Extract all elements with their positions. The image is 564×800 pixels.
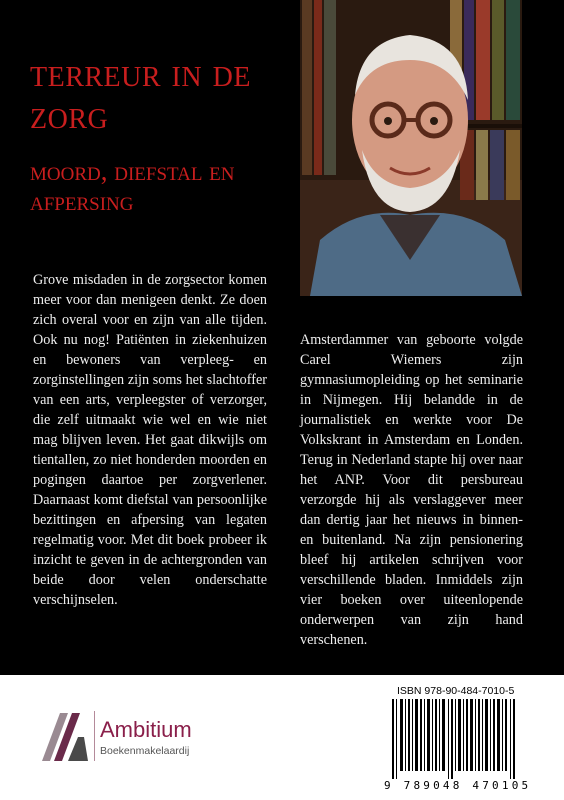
author-photo (300, 0, 522, 296)
isbn-barcode (392, 699, 518, 779)
book-title: terreur in de zorg (30, 50, 251, 137)
back-cover-blurb: Grove misdaden in de zorgsector komen meer voor dan menigeen denkt. Ze doen zich overal voor en zijn van alle tijden. Ook nu nog! Patiënten in ziekenhuizen en bewoners van verpleeg- en zorginstellingen zijn soms het slachtoffer van een arts, verpleegster of verzorger, die zelf uitmaakt wie wel en wie niet mag blijven leven. Het gaat dikwijls om tientallen, zo niet honderden moorden en pogingen daartoe per zorgverlener. Daarnaast komt diefstal van persoonlijke bezittingen en afpersing van legaten regelmatig voor. Met dit boek probeer ik inzicht te geven in de achtergronden van beide door velen onderschatte verschijnselen. (33, 272, 267, 608)
publisher-tagline: Boekenmakelaardij (100, 745, 190, 757)
isbn-label: ISBN 978-90-484-7010-5 (397, 685, 515, 697)
logo-divider (94, 711, 95, 761)
author-bio: Amsterdammer van geboorte volgde Carel Wiemers zijn gymnasiumopleiding op het seminarie in Nijmegen. Hij belandde in de journalistiek en werkte voor De Volkskrant in Amsterdam en Londen. Terug in Nederland stapte hij over naar het ANP. Voor dit persbureau verzorgde hij als verslaggever meer dan dertig jaar het nieuws in binnen- en buitenland. Na zijn pensionering bleef hij artikelen schrijven voor verschillende bladen. Inmiddels zijn vier boeken over uiteenlopende onderwerpen van zijn hand verschenen. (300, 332, 523, 648)
publisher-name: Ambitium (100, 717, 192, 742)
publisher-logo (38, 707, 238, 767)
ambitium-mark-icon (38, 707, 90, 763)
book-subtitle: moord, diefstal en afpersing (30, 156, 235, 216)
isbn-digits: 9 789048 470105 (384, 779, 532, 792)
book-title-block (30, 52, 280, 216)
footer-band (0, 675, 564, 800)
